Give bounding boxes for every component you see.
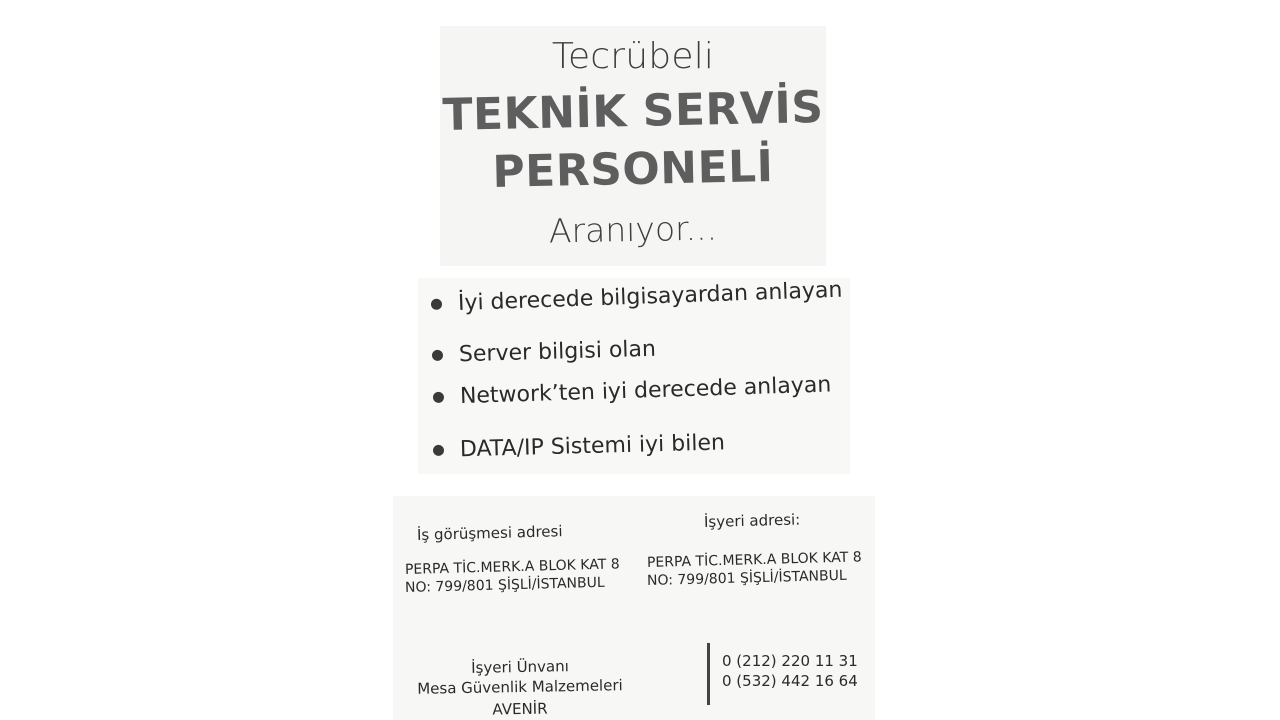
requirement-text: DATA/IP Sistemi iyi bilen: [459, 430, 726, 463]
bullet-dot-icon: [433, 392, 444, 403]
interview-address-heading: İş görüşmesi adresi: [416, 522, 563, 544]
interview-address-line2: NO: 799/801 ŞİŞLİ/İSTANBUL: [404, 574, 605, 596]
requirement-text: İyi derecede bilgisayardan anlayan: [457, 277, 843, 317]
phone-number: 0 (212) 220 11 31: [722, 652, 858, 670]
ad-title-line1: TEKNİK SERVİS: [441, 82, 824, 141]
company-title-label: İşyeri Ünvanı: [471, 657, 569, 677]
bullet-dot-icon: [431, 299, 442, 310]
ad-post-title: Aranıyor...: [548, 208, 718, 251]
workplace-address-line2: NO: 799/801 ŞİŞLİ/İSTANBUL: [646, 567, 847, 589]
bullet-dot-icon: [432, 350, 443, 361]
phone-number: 0 (532) 442 16 64: [722, 672, 858, 690]
interview-address-line1: PERPA TİC.MERK.A BLOK KAT 8: [404, 556, 620, 578]
phone-divider: [707, 643, 710, 705]
bullet-dot-icon: [433, 445, 444, 456]
ad-title-line2: PERSONELİ: [491, 141, 775, 198]
company-brand: AVENİR: [492, 699, 548, 719]
company-name: Mesa Güvenlik Malzemeleri: [417, 676, 623, 698]
workplace-address-line1: PERPA TİC.MERK.A BLOK KAT 8: [646, 549, 862, 571]
ad-pre-title: Tecrübeli: [551, 36, 715, 77]
requirement-text: Network’ten iyi derecede anlayan: [459, 372, 832, 410]
requirement-text: Server bilgisi olan: [458, 336, 657, 368]
workplace-address-heading: İşyeri adresi:: [703, 510, 801, 531]
